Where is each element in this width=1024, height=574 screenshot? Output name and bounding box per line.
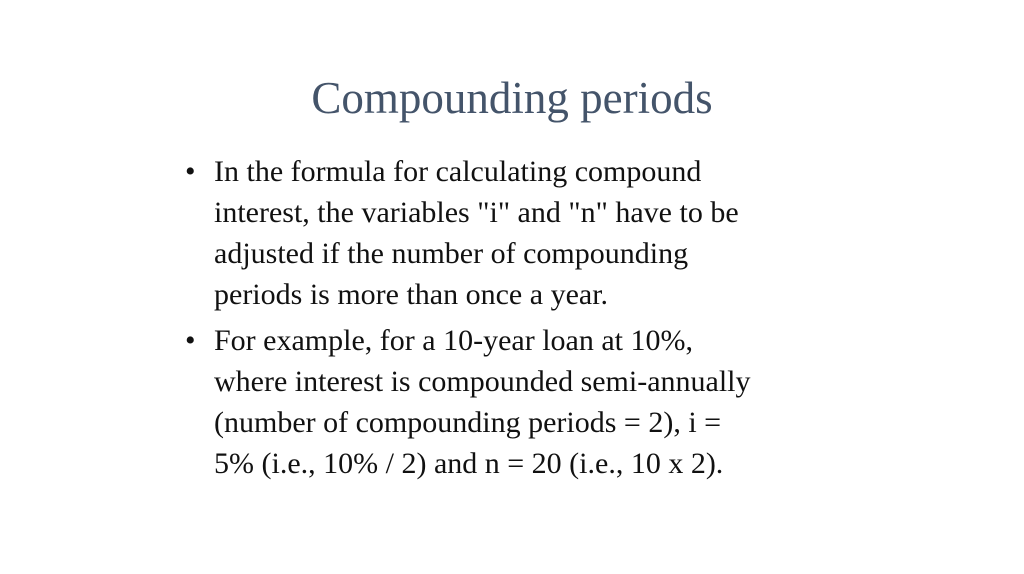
text-line: (number of compounding periods = 2), i = xyxy=(214,406,722,439)
text-line: For example, for a 10-year loan at 10%, xyxy=(214,324,693,357)
bullet-icon: • xyxy=(185,155,196,188)
bullet-icon: • xyxy=(185,324,196,357)
slide-title: Compounding periods xyxy=(311,73,713,123)
text-line: interest, the variables "i" and "n" have to be xyxy=(214,196,739,229)
text-line: 5% (i.e., 10% / 2) and n = 20 (i.e., 10 x 2). xyxy=(214,447,724,480)
text-line: where interest is compounded semi-annually xyxy=(214,365,751,398)
text-line: In the formula for calculating compound xyxy=(214,155,702,188)
text-line: periods is more than once a year. xyxy=(214,278,609,311)
bullet-list xyxy=(185,151,865,489)
bullet-item xyxy=(185,320,865,484)
bullet-item xyxy=(185,151,865,315)
text-line: adjusted if the number of compounding xyxy=(214,237,689,270)
